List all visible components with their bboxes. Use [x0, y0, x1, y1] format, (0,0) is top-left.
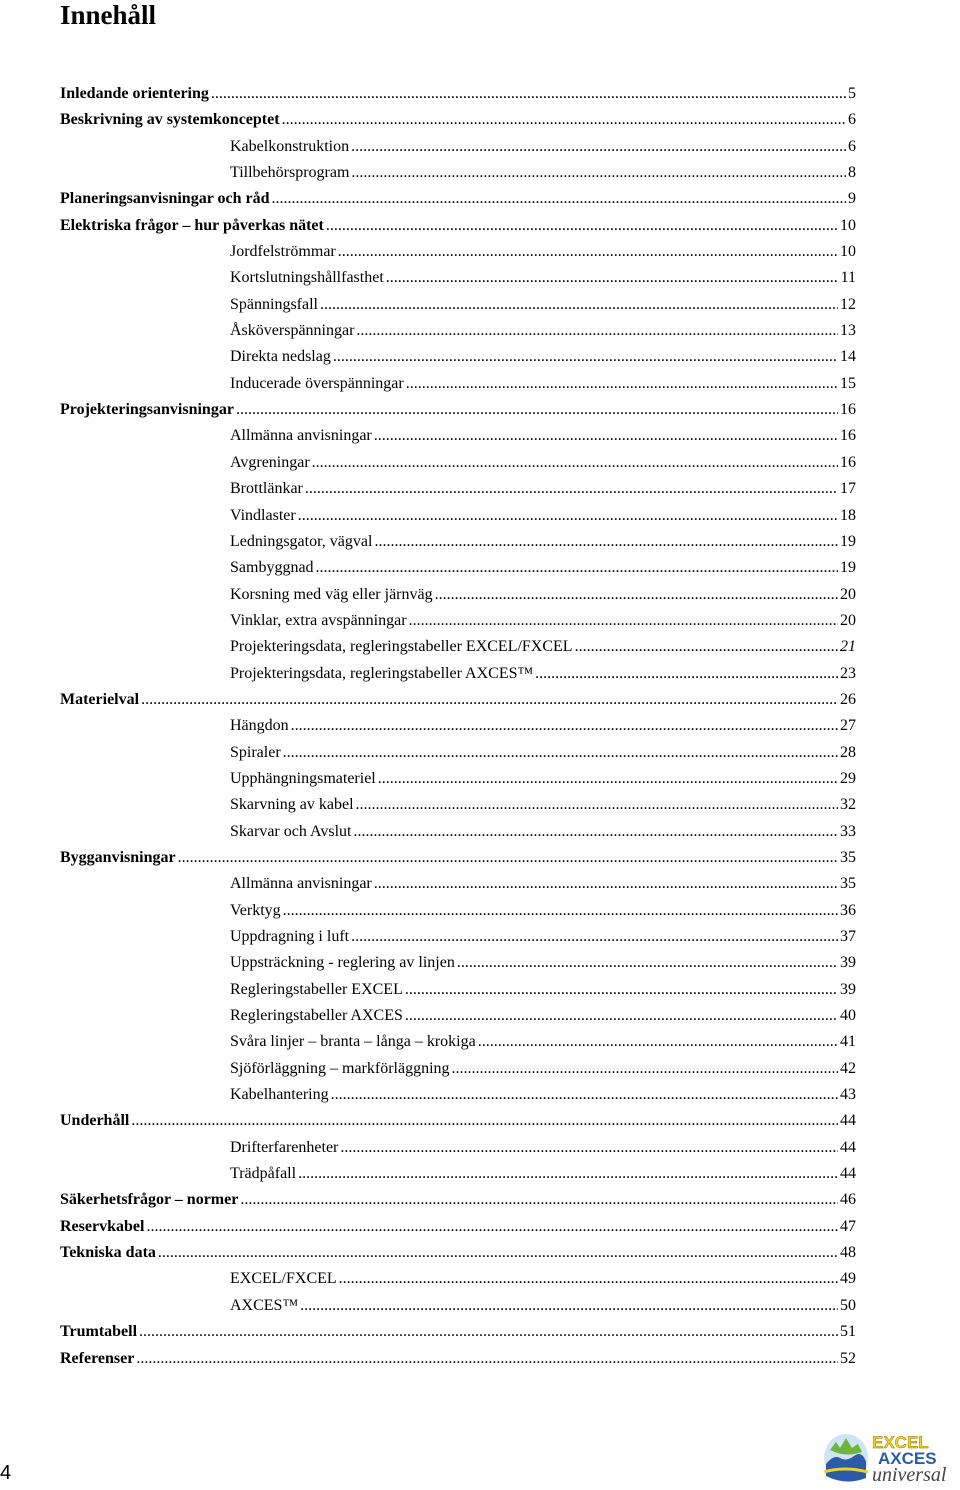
toc-leader-dots: [405, 1003, 838, 1029]
toc-entry-label: Underhåll: [60, 1112, 130, 1130]
toc-entry-page: 41: [840, 1033, 856, 1051]
toc-entry-label: Ledningsgator, vägval: [230, 532, 373, 550]
toc-entry-page: 6: [848, 111, 856, 129]
toc-leader-dots: [353, 819, 838, 845]
toc-leader-dots: [316, 555, 838, 581]
toc-entry-label: Kabelkonstruktion: [230, 137, 350, 155]
toc-entry: [60, 871, 856, 897]
toc-entry: [60, 819, 856, 845]
toc-leader-dots: [406, 371, 838, 397]
toc-entry-page: 39: [840, 954, 856, 972]
toc-entry: [60, 476, 856, 502]
toc-leader-dots: [291, 713, 838, 739]
toc-leader-dots: [457, 950, 838, 976]
toc-entry-label: Svåra linjer – branta – långa – krokiga: [230, 1033, 476, 1051]
toc-leader-dots: [405, 977, 838, 1003]
toc-entry: [60, 344, 856, 370]
toc-entry-page: 39: [840, 980, 856, 998]
toc-entry-label: Uppsträckning - reglering av linjen: [230, 954, 455, 972]
toc-leader-dots: [300, 1293, 838, 1319]
toc-entry-page: 20: [840, 611, 856, 629]
toc-leader-dots: [535, 661, 838, 687]
toc-entry-label: Vinklar, extra avspänningar: [230, 611, 407, 629]
toc-leader-dots: [136, 1346, 838, 1372]
toc-entry-page: 44: [840, 1165, 856, 1183]
toc-entry-page: 50: [840, 1296, 856, 1314]
toc-leader-dots: [374, 529, 838, 555]
toc-entry-page: 5: [848, 85, 856, 102]
toc-entry-page: 23: [840, 664, 856, 682]
toc-leader-dots: [158, 1240, 838, 1266]
toc-entry: [60, 977, 856, 1003]
toc-entry: [60, 1240, 856, 1266]
toc-entry-label: Inducerade överspänningar: [230, 374, 404, 392]
toc-leader-dots: [351, 160, 846, 186]
toc-entry-label: Referenser: [60, 1349, 135, 1367]
toc-entry: [60, 423, 856, 449]
toc-leader-dots: [305, 476, 838, 502]
toc-entry-page: 11: [840, 269, 856, 287]
toc-entry: [60, 1135, 856, 1161]
toc-entry-label: Verktyg: [230, 901, 281, 919]
toc-leader-dots: [272, 186, 846, 212]
toc-leader-dots: [331, 1082, 838, 1108]
toc-leader-dots: [236, 397, 838, 423]
toc-entry: [60, 1187, 856, 1213]
toc-entry-label: Korsning med väg eller järnväg: [230, 585, 433, 603]
toc-entry-page: 10: [840, 216, 856, 234]
toc-entry: [60, 371, 856, 397]
toc-leader-dots: [339, 1266, 838, 1292]
toc-entry-page: 27: [840, 717, 856, 735]
toc-entry: [60, 450, 856, 476]
toc-entry-page: 20: [840, 585, 856, 603]
toc-entry-label: Tillbehörsprogram: [230, 164, 350, 182]
toc-leader-dots: [338, 239, 838, 265]
toc-leader-dots: [435, 582, 838, 608]
toc-entry: [60, 160, 856, 186]
toc-leader-dots: [178, 845, 838, 871]
toc-entry: [60, 1319, 856, 1345]
toc-entry-page: 6: [848, 137, 856, 155]
toc-entry-page: 32: [840, 796, 856, 814]
toc-entry-label: Planeringsanvisningar och råd: [60, 190, 270, 208]
toc-entry-label: Tekniska data: [60, 1244, 156, 1262]
toc-entry: [60, 1293, 856, 1319]
toc-leader-dots: [326, 213, 838, 239]
toc-entry-page: 49: [840, 1270, 856, 1288]
toc-entry: [60, 924, 856, 950]
toc-leader-dots: [283, 898, 838, 924]
toc-entry-label: Drifterfarenheter: [230, 1138, 339, 1156]
toc-entry: [60, 292, 856, 318]
toc-leader-dots: [478, 1029, 838, 1055]
toc-entry-page: 14: [840, 348, 856, 366]
toc-entry: [60, 265, 856, 291]
toc-entry-page: 46: [840, 1191, 856, 1209]
toc-entry-label: Allmänna anvisningar: [230, 427, 372, 445]
toc-entry: [60, 318, 856, 344]
toc-entry: [60, 661, 856, 687]
toc-entry: [60, 555, 856, 581]
toc-entry-label: Sjöförläggning – markförläggning: [230, 1059, 450, 1077]
toc-entry-page: 52: [840, 1349, 856, 1367]
toc-entry-label: Direkta nedslag: [230, 348, 331, 366]
toc-entry-label: Kabelhantering: [230, 1086, 329, 1104]
toc-entry: [60, 107, 856, 133]
toc-leader-dots: [351, 924, 838, 950]
toc-entry-label: EXCEL/FXCEL: [230, 1270, 337, 1288]
toc-entry-page: 8: [848, 164, 856, 182]
toc-entry: [60, 1346, 856, 1372]
toc-leader-dots: [240, 1187, 838, 1213]
toc-entry-page: 44: [840, 1138, 856, 1156]
toc-entry-page: 33: [840, 822, 856, 840]
toc-entry: [60, 766, 856, 792]
toc-entry-page: 17: [840, 480, 856, 498]
toc-entry: [60, 687, 856, 713]
toc-entry: [60, 81, 856, 107]
toc-leader-dots: [409, 608, 838, 634]
toc-entry-label: Materielval: [60, 690, 140, 708]
toc-entry: [60, 898, 856, 924]
toc-entry-label: Kortslutningshållfasthet: [230, 269, 384, 287]
toc-entry-label: Beskrivning av systemkonceptet: [60, 111, 280, 129]
toc-entry: [60, 608, 856, 634]
toc-entry-label: Inledande orientering: [60, 85, 209, 102]
toc-entry-label: Projekteringsanvisningar: [60, 401, 234, 419]
toc-entry-label: Reservkabel: [60, 1217, 145, 1235]
toc-entry-label: Skarvar och Avslut: [230, 822, 352, 840]
toc-entry-label: Vindlaster: [230, 506, 296, 524]
page-number: 4: [0, 1462, 12, 1484]
toc-entry: [60, 950, 856, 976]
toc-entry-label: Avgreningar: [230, 453, 310, 471]
toc-leader-dots: [374, 423, 838, 449]
toc-leader-dots: [141, 687, 838, 713]
toc-leader-dots: [312, 450, 838, 476]
toc-entry-page: 43: [840, 1086, 856, 1104]
logo-emblem-icon: [824, 1434, 868, 1482]
toc-entry: [60, 740, 856, 766]
toc-entry: [60, 634, 856, 660]
toc-entry-label: Projekteringsdata, regleringstabeller EXCEL/FXCEL: [230, 638, 573, 656]
toc-leader-dots: [356, 792, 838, 818]
toc-entry-label: Projekteringsdata, regleringstabeller AXCES™: [230, 664, 534, 682]
logo-line3: universal: [872, 1464, 947, 1486]
toc-entry: [60, 213, 856, 239]
toc-entry-page: 15: [840, 374, 856, 392]
toc-entry-label: Brottlänkar: [230, 480, 303, 498]
toc-entry-label: Trumtabell: [60, 1323, 138, 1341]
toc-entry-label: Säkerhetsfrågor – normer: [60, 1191, 239, 1209]
toc-entry: [60, 134, 856, 160]
toc-leader-dots: [340, 1135, 838, 1161]
toc-entry-page: 42: [840, 1059, 856, 1077]
toc-leader-dots: [351, 134, 846, 160]
toc-entry: [60, 186, 856, 212]
toc-entry: [60, 792, 856, 818]
toc-entry: [60, 713, 856, 739]
page-title: Innehåll: [60, 0, 157, 30]
toc-entry-label: Regleringstabeller EXCEL: [230, 980, 403, 998]
toc-entry-page: 12: [840, 295, 856, 313]
toc-entry-label: Upphängningsmateriel: [230, 769, 376, 787]
toc-entry-page: 18: [840, 506, 856, 524]
toc-entry-page: 35: [840, 848, 856, 866]
toc-entry-page: 47: [840, 1217, 856, 1235]
toc-leader-dots: [139, 1319, 838, 1345]
toc-entry-page: 44: [840, 1112, 856, 1130]
toc-entry-label: Uppdragning i luft: [230, 928, 350, 945]
toc-leader-dots: [298, 1161, 838, 1187]
toc-entry-label: Trädpåfall: [230, 1165, 297, 1183]
toc-entry-page: 10: [840, 243, 856, 261]
toc-entry: [60, 1082, 856, 1108]
toc-entry-page: 37: [840, 928, 856, 945]
toc-entry-label: Allmänna anvisningar: [230, 875, 372, 893]
toc-leader-dots: [283, 740, 838, 766]
toc-entry: [60, 529, 856, 555]
toc-entry: [60, 1214, 856, 1240]
toc-leader-dots: [211, 81, 846, 107]
toc-entry-page: 13: [840, 322, 856, 340]
toc-entry: [60, 503, 856, 529]
toc-entry: [60, 1056, 856, 1082]
toc-entry-page: 9: [848, 190, 856, 208]
toc-entry-page: 16: [840, 427, 856, 445]
toc-leader-dots: [374, 871, 838, 897]
toc-entry-page: 19: [840, 532, 856, 550]
toc-entry-page: 16: [840, 453, 856, 471]
toc-entry-page: 40: [840, 1007, 856, 1025]
toc-leader-dots: [356, 318, 838, 344]
toc-entry-label: Hängdon: [230, 717, 289, 735]
toc-leader-dots: [386, 265, 839, 291]
toc-entry-label: Jordfelströmmar: [230, 243, 336, 261]
toc-entry-page: 29: [840, 769, 856, 787]
toc-leader-dots: [298, 503, 838, 529]
toc-entry: [60, 1266, 856, 1292]
toc-entry-label: Åsköverspänningar: [230, 322, 355, 340]
toc-entry-page: 16: [840, 401, 856, 419]
toc-entry-label: Skarvning av kabel: [230, 796, 354, 814]
toc-entry-page: 21: [840, 638, 856, 656]
toc-leader-dots: [575, 634, 838, 660]
logo-line1: EXCEL: [872, 1433, 929, 1452]
toc-entry: [60, 845, 856, 871]
toc-leader-dots: [131, 1108, 838, 1134]
toc-entry: [60, 239, 856, 265]
toc-entry: [60, 1029, 856, 1055]
toc-entry-label: Regleringstabeller AXCES: [230, 1007, 403, 1025]
toc-entry-label: AXCES™: [230, 1296, 299, 1314]
toc-leader-dots: [333, 344, 838, 370]
toc-entry-label: Elektriska frågor – hur påverkas nätet: [60, 216, 324, 234]
table-of-contents: [60, 81, 856, 1372]
toc-entry-page: 35: [840, 875, 856, 893]
toc-leader-dots: [378, 766, 838, 792]
toc-entry-label: Bygganvisningar: [60, 848, 176, 866]
toc-entry: [60, 397, 856, 423]
excel-axces-universal-logo: [820, 1428, 955, 1486]
toc-entry-page: 51: [840, 1323, 856, 1341]
toc-entry-label: Sambyggnad: [230, 559, 314, 577]
toc-entry: [60, 582, 856, 608]
toc-leader-dots: [146, 1214, 838, 1240]
toc-entry-page: 36: [840, 901, 856, 919]
toc-entry: [60, 1108, 856, 1134]
toc-entry-page: 48: [840, 1244, 856, 1262]
toc-entry-page: 28: [840, 743, 856, 761]
toc-entry-page: 26: [840, 690, 856, 708]
toc-entry: [60, 1161, 856, 1187]
toc-entry: [60, 1003, 856, 1029]
toc-entry-label: Spiraler: [230, 743, 281, 761]
toc-leader-dots: [452, 1056, 838, 1082]
toc-leader-dots: [282, 107, 846, 133]
toc-entry-page: 19: [840, 559, 856, 577]
logo-line2: AXCES: [878, 1449, 937, 1468]
toc-leader-dots: [320, 292, 838, 318]
toc-entry-label: Spänningsfall: [230, 295, 318, 313]
